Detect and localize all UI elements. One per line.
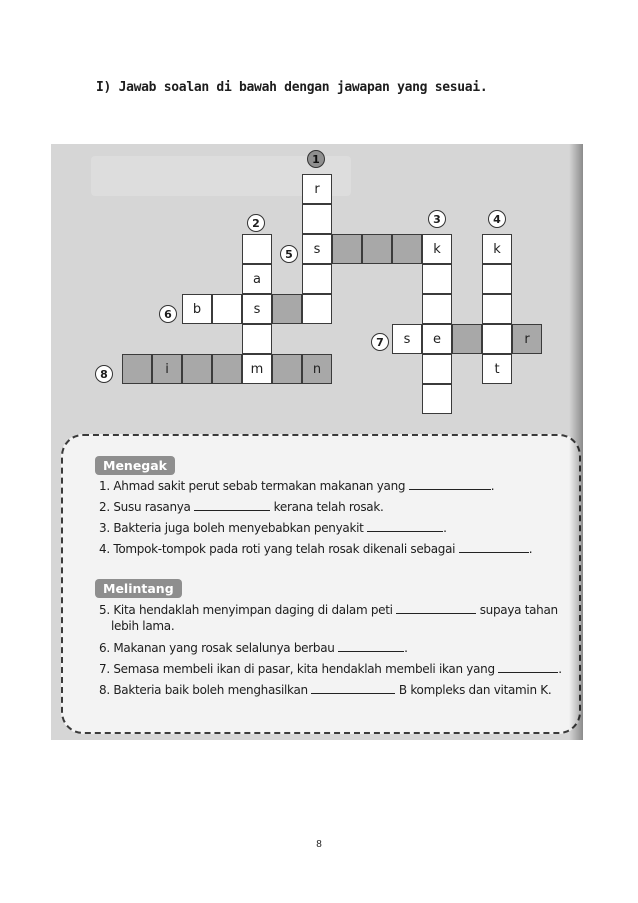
clue-6 [99, 640, 408, 656]
clue-1-text: 1. Ahmad sakit perut sebab termakan makanan yang [99, 479, 406, 493]
answer-blank [498, 662, 558, 673]
crossword-cell [332, 234, 362, 264]
clue-period: . [528, 542, 533, 556]
crossword-cell [182, 354, 212, 384]
crossword-cell [302, 264, 332, 294]
crossword-cell [482, 294, 512, 324]
answer-blank [367, 521, 443, 532]
crossword-cell: r [512, 324, 542, 354]
instruction-heading: I) Jawab soalan di bawah dengan jawapan yang sesuai. [96, 80, 488, 95]
clue-3 [99, 520, 447, 536]
clue-2-text-end: kerana telah rosak. [273, 500, 384, 514]
clue-4 [99, 541, 532, 557]
clue-number-5: 5 [280, 245, 298, 263]
crossword-cell: r [302, 174, 332, 204]
answer-blank [311, 683, 395, 694]
clue-number-1: 1 [307, 150, 325, 168]
crossword-cell [422, 354, 452, 384]
page-edge-shadow [569, 144, 583, 740]
menegak-title: Menegak [95, 456, 175, 475]
clue-5-text-end: supaya tahan [479, 603, 558, 617]
crossword-cell: s [392, 324, 422, 354]
clue-5 [99, 602, 558, 618]
crossword-cell: k [422, 234, 452, 264]
clue-5-continued: lebih lama. [111, 619, 175, 633]
clue-period: . [404, 641, 408, 655]
clue-number-8: 8 [95, 365, 113, 383]
clue-8-text-end: B kompleks dan vitamin K. [398, 683, 552, 697]
crossword-cell [212, 294, 242, 324]
answer-blank [459, 542, 529, 553]
clue-4-text: 4. Tompok-tompok pada roti yang telah rosak dikenali sebagai [99, 542, 456, 556]
crossword-cell: m [242, 354, 272, 384]
answer-blank [396, 603, 476, 614]
worksheet-photo [51, 144, 583, 740]
crossword-cell [392, 234, 422, 264]
crossword-cell: k [482, 234, 512, 264]
crossword-cell [482, 324, 512, 354]
clue-period: . [558, 662, 562, 676]
crossword-cell: e [422, 324, 452, 354]
clue-number-4: 4 [488, 210, 506, 228]
crossword-cell [482, 264, 512, 294]
clue-number-3: 3 [428, 210, 446, 228]
clue-number-2: 2 [247, 214, 265, 232]
clue-5-text-start: 5. Kita hendaklah menyimpan daging di dalam peti [99, 603, 393, 617]
clue-7 [99, 661, 562, 677]
clue-2-text-start: 2. Susu rasanya [99, 500, 191, 514]
crossword-cell [362, 234, 392, 264]
clue-1 [99, 478, 494, 494]
crossword-cell [302, 294, 332, 324]
clue-period: . [443, 521, 447, 535]
clue-6-text: 6. Makanan yang rosak selalunya berbau [99, 641, 335, 655]
crossword-cell [272, 354, 302, 384]
crossword-cell [242, 324, 272, 354]
answer-blank [338, 641, 404, 652]
crossword-cell: s [242, 294, 272, 324]
clue-2 [99, 499, 384, 515]
crossword-cell [122, 354, 152, 384]
crossword-cell [242, 234, 272, 264]
answer-blank [409, 479, 491, 490]
crossword-cell [272, 294, 302, 324]
clue-number-6: 6 [159, 305, 177, 323]
crossword-cell [422, 384, 452, 414]
clue-3-text: 3. Bakteria juga boleh menyebabkan penyakit [99, 521, 364, 535]
crossword-cell [422, 264, 452, 294]
crossword-cell [302, 204, 332, 234]
clue-7-text: 7. Semasa membeli ikan di pasar, kita hendaklah membeli ikan yang [99, 662, 495, 676]
crossword-cell: a [242, 264, 272, 294]
clue-8 [99, 682, 551, 698]
crossword-cell: i [152, 354, 182, 384]
crossword-cell [212, 354, 242, 384]
answer-blank [194, 500, 270, 511]
crossword-cell [422, 294, 452, 324]
melintang-title: Melintang [95, 579, 182, 598]
page-number: 8 [316, 839, 322, 850]
crossword-cell: b [182, 294, 212, 324]
clue-number-7: 7 [371, 333, 389, 351]
clue-8-text-start: 8. Bakteria baik boleh menghasilkan [99, 683, 308, 697]
crossword-cell: n [302, 354, 332, 384]
crossword-cell: t [482, 354, 512, 384]
clue-box [61, 434, 581, 734]
clue-period: . [490, 479, 495, 493]
crossword-cell [452, 324, 482, 354]
crossword-cell: s [302, 234, 332, 264]
